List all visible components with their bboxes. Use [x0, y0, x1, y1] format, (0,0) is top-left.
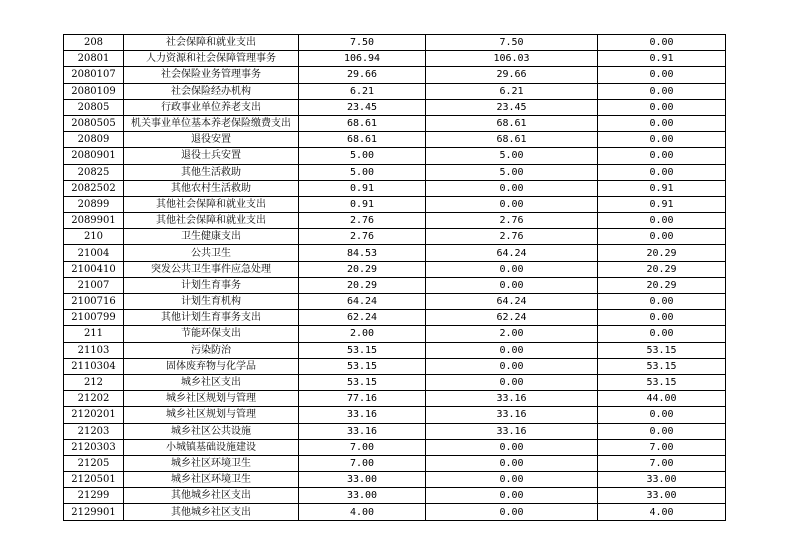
- account-name-cell: 人力资源和社会保障管理事务: [124, 51, 299, 67]
- project-expenditure-cell: 7.00: [598, 455, 726, 471]
- table-row: [64, 180, 726, 196]
- account-name-cell: 其他计划生育事务支出: [124, 310, 299, 326]
- account-code-cell: 208: [64, 35, 124, 51]
- account-code-cell: 20825: [64, 164, 124, 180]
- table-body: [64, 35, 726, 521]
- basic-expenditure-cell: 2.76: [426, 213, 598, 229]
- account-name-cell: 城乡社区环境卫生: [124, 472, 299, 488]
- project-expenditure-cell: 0.00: [598, 229, 726, 245]
- total-amount-cell: 4.00: [299, 504, 426, 520]
- project-expenditure-cell: 0.00: [598, 83, 726, 99]
- table-row: [64, 504, 726, 520]
- table-row: [64, 83, 726, 99]
- account-name-cell: 其他社会保障和就业支出: [124, 213, 299, 229]
- table-row: [64, 213, 726, 229]
- account-name-cell: 其他城乡社区支出: [124, 504, 299, 520]
- basic-expenditure-cell: 0.00: [426, 358, 598, 374]
- total-amount-cell: 33.00: [299, 488, 426, 504]
- table-row: [64, 67, 726, 83]
- table-row: [64, 407, 726, 423]
- account-name-cell: 小城镇基础设施建设: [124, 439, 299, 455]
- total-amount-cell: 77.16: [299, 391, 426, 407]
- total-amount-cell: 106.94: [299, 51, 426, 67]
- table-row: [64, 358, 726, 374]
- table-row: [64, 439, 726, 455]
- basic-expenditure-cell: 0.00: [426, 374, 598, 390]
- project-expenditure-cell: 0.00: [598, 67, 726, 83]
- total-amount-cell: 20.29: [299, 261, 426, 277]
- project-expenditure-cell: 20.29: [598, 245, 726, 261]
- total-amount-cell: 7.00: [299, 439, 426, 455]
- total-amount-cell: 7.00: [299, 455, 426, 471]
- basic-expenditure-cell: 0.00: [426, 261, 598, 277]
- account-code-cell: 2120501: [64, 472, 124, 488]
- project-expenditure-cell: 20.29: [598, 277, 726, 293]
- total-amount-cell: 0.91: [299, 180, 426, 196]
- basic-expenditure-cell: 0.00: [426, 472, 598, 488]
- basic-expenditure-cell: 5.00: [426, 164, 598, 180]
- basic-expenditure-cell: 0.00: [426, 439, 598, 455]
- table-row: [64, 115, 726, 131]
- account-name-cell: 公共卫生: [124, 245, 299, 261]
- table-row: [64, 196, 726, 212]
- account-name-cell: 城乡社区规划与管理: [124, 407, 299, 423]
- account-code-cell: 2100716: [64, 294, 124, 310]
- account-code-cell: 21205: [64, 455, 124, 471]
- project-expenditure-cell: 0.91: [598, 196, 726, 212]
- account-name-cell: 其他社会保障和就业支出: [124, 196, 299, 212]
- table-row: [64, 391, 726, 407]
- table-row: [64, 245, 726, 261]
- project-expenditure-cell: 0.00: [598, 423, 726, 439]
- account-code-cell: 20809: [64, 132, 124, 148]
- basic-expenditure-cell: 0.00: [426, 504, 598, 520]
- basic-expenditure-cell: 7.50: [426, 35, 598, 51]
- project-expenditure-cell: 0.00: [598, 326, 726, 342]
- basic-expenditure-cell: 0.00: [426, 196, 598, 212]
- account-name-cell: 固体废弃物与化学品: [124, 358, 299, 374]
- account-code-cell: 21004: [64, 245, 124, 261]
- account-code-cell: 2082502: [64, 180, 124, 196]
- total-amount-cell: 53.15: [299, 374, 426, 390]
- total-amount-cell: 2.76: [299, 213, 426, 229]
- project-expenditure-cell: 4.00: [598, 504, 726, 520]
- project-expenditure-cell: 0.00: [598, 294, 726, 310]
- basic-expenditure-cell: 64.24: [426, 294, 598, 310]
- account-name-cell: 计划生育机构: [124, 294, 299, 310]
- budget-table: [63, 34, 726, 521]
- project-expenditure-cell: 0.00: [598, 115, 726, 131]
- total-amount-cell: 84.53: [299, 245, 426, 261]
- account-name-cell: 城乡社区环境卫生: [124, 455, 299, 471]
- total-amount-cell: 29.66: [299, 67, 426, 83]
- account-name-cell: 节能环保支出: [124, 326, 299, 342]
- project-expenditure-cell: 7.00: [598, 439, 726, 455]
- total-amount-cell: 6.21: [299, 83, 426, 99]
- basic-expenditure-cell: 29.66: [426, 67, 598, 83]
- account-code-cell: 21202: [64, 391, 124, 407]
- project-expenditure-cell: 53.15: [598, 342, 726, 358]
- account-code-cell: 2080107: [64, 67, 124, 83]
- basic-expenditure-cell: 0.00: [426, 342, 598, 358]
- account-code-cell: 20801: [64, 51, 124, 67]
- table-row: [64, 35, 726, 51]
- table-row: [64, 326, 726, 342]
- account-code-cell: 20805: [64, 99, 124, 115]
- project-expenditure-cell: 0.91: [598, 180, 726, 196]
- basic-expenditure-cell: 68.61: [426, 132, 598, 148]
- account-code-cell: 212: [64, 374, 124, 390]
- project-expenditure-cell: 0.00: [598, 132, 726, 148]
- account-code-cell: 2100799: [64, 310, 124, 326]
- table-row: [64, 455, 726, 471]
- table-row: [64, 277, 726, 293]
- project-expenditure-cell: 33.00: [598, 488, 726, 504]
- account-name-cell: 卫生健康支出: [124, 229, 299, 245]
- account-name-cell: 其他生活救助: [124, 164, 299, 180]
- total-amount-cell: 53.15: [299, 358, 426, 374]
- account-name-cell: 城乡社区规划与管理: [124, 391, 299, 407]
- total-amount-cell: 2.00: [299, 326, 426, 342]
- total-amount-cell: 20.29: [299, 277, 426, 293]
- account-code-cell: 2120303: [64, 439, 124, 455]
- account-code-cell: 21203: [64, 423, 124, 439]
- table-row: [64, 310, 726, 326]
- account-name-cell: 社会保障和就业支出: [124, 35, 299, 51]
- total-amount-cell: 0.91: [299, 196, 426, 212]
- total-amount-cell: 33.00: [299, 472, 426, 488]
- project-expenditure-cell: 53.15: [598, 374, 726, 390]
- project-expenditure-cell: 0.00: [598, 99, 726, 115]
- account-name-cell: 其他城乡社区支出: [124, 488, 299, 504]
- account-code-cell: 210: [64, 229, 124, 245]
- project-expenditure-cell: 20.29: [598, 261, 726, 277]
- project-expenditure-cell: 0.00: [598, 35, 726, 51]
- basic-expenditure-cell: 2.76: [426, 229, 598, 245]
- basic-expenditure-cell: 0.00: [426, 277, 598, 293]
- account-code-cell: 2080901: [64, 148, 124, 164]
- table-row: [64, 132, 726, 148]
- total-amount-cell: 64.24: [299, 294, 426, 310]
- basic-expenditure-cell: 0.00: [426, 455, 598, 471]
- account-code-cell: 21299: [64, 488, 124, 504]
- account-name-cell: 退役安置: [124, 132, 299, 148]
- basic-expenditure-cell: 6.21: [426, 83, 598, 99]
- project-expenditure-cell: 0.00: [598, 213, 726, 229]
- account-name-cell: 其他农村生活救助: [124, 180, 299, 196]
- project-expenditure-cell: 44.00: [598, 391, 726, 407]
- basic-expenditure-cell: 68.61: [426, 115, 598, 131]
- account-name-cell: 社会保险业务管理事务: [124, 67, 299, 83]
- account-name-cell: 社会保险经办机构: [124, 83, 299, 99]
- table-row: [64, 164, 726, 180]
- basic-expenditure-cell: 33.16: [426, 391, 598, 407]
- basic-expenditure-cell: 33.16: [426, 407, 598, 423]
- account-name-cell: 计划生育事务: [124, 277, 299, 293]
- table-row: [64, 148, 726, 164]
- account-code-cell: 2100410: [64, 261, 124, 277]
- total-amount-cell: 62.24: [299, 310, 426, 326]
- total-amount-cell: 33.16: [299, 407, 426, 423]
- total-amount-cell: 68.61: [299, 115, 426, 131]
- account-code-cell: 2080109: [64, 83, 124, 99]
- account-code-cell: 2120201: [64, 407, 124, 423]
- basic-expenditure-cell: 23.45: [426, 99, 598, 115]
- account-name-cell: 机关事业单位基本养老保险缴费支出: [124, 115, 299, 131]
- account-code-cell: 211: [64, 326, 124, 342]
- account-code-cell: 21007: [64, 277, 124, 293]
- account-code-cell: 20899: [64, 196, 124, 212]
- table-row: [64, 472, 726, 488]
- total-amount-cell: 33.16: [299, 423, 426, 439]
- basic-expenditure-cell: 33.16: [426, 423, 598, 439]
- project-expenditure-cell: 0.00: [598, 310, 726, 326]
- account-name-cell: 退役士兵安置: [124, 148, 299, 164]
- project-expenditure-cell: 53.15: [598, 358, 726, 374]
- account-code-cell: 2089901: [64, 213, 124, 229]
- basic-expenditure-cell: 0.00: [426, 488, 598, 504]
- table-row: [64, 342, 726, 358]
- project-expenditure-cell: 0.00: [598, 148, 726, 164]
- account-name-cell: 突发公共卫生事件应急处理: [124, 261, 299, 277]
- basic-expenditure-cell: 5.00: [426, 148, 598, 164]
- table-row: [64, 229, 726, 245]
- total-amount-cell: 7.50: [299, 35, 426, 51]
- basic-expenditure-cell: 62.24: [426, 310, 598, 326]
- project-expenditure-cell: 0.00: [598, 407, 726, 423]
- total-amount-cell: 53.15: [299, 342, 426, 358]
- account-code-cell: 21103: [64, 342, 124, 358]
- table-row: [64, 99, 726, 115]
- total-amount-cell: 5.00: [299, 164, 426, 180]
- project-expenditure-cell: 0.91: [598, 51, 726, 67]
- account-code-cell: 2080505: [64, 115, 124, 131]
- total-amount-cell: 2.76: [299, 229, 426, 245]
- total-amount-cell: 23.45: [299, 99, 426, 115]
- account-name-cell: 城乡社区支出: [124, 374, 299, 390]
- project-expenditure-cell: 0.00: [598, 164, 726, 180]
- total-amount-cell: 68.61: [299, 132, 426, 148]
- account-code-cell: 2110304: [64, 358, 124, 374]
- basic-expenditure-cell: 2.00: [426, 326, 598, 342]
- table-row: [64, 261, 726, 277]
- table-row: [64, 488, 726, 504]
- table-row: [64, 374, 726, 390]
- basic-expenditure-cell: 0.00: [426, 180, 598, 196]
- table-row: [64, 51, 726, 67]
- basic-expenditure-cell: 64.24: [426, 245, 598, 261]
- account-name-cell: 行政事业单位养老支出: [124, 99, 299, 115]
- account-name-cell: 城乡社区公共设施: [124, 423, 299, 439]
- total-amount-cell: 5.00: [299, 148, 426, 164]
- table-row: [64, 423, 726, 439]
- table-row: [64, 294, 726, 310]
- account-name-cell: 污染防治: [124, 342, 299, 358]
- account-code-cell: 2129901: [64, 504, 124, 520]
- basic-expenditure-cell: 106.03: [426, 51, 598, 67]
- project-expenditure-cell: 33.00: [598, 472, 726, 488]
